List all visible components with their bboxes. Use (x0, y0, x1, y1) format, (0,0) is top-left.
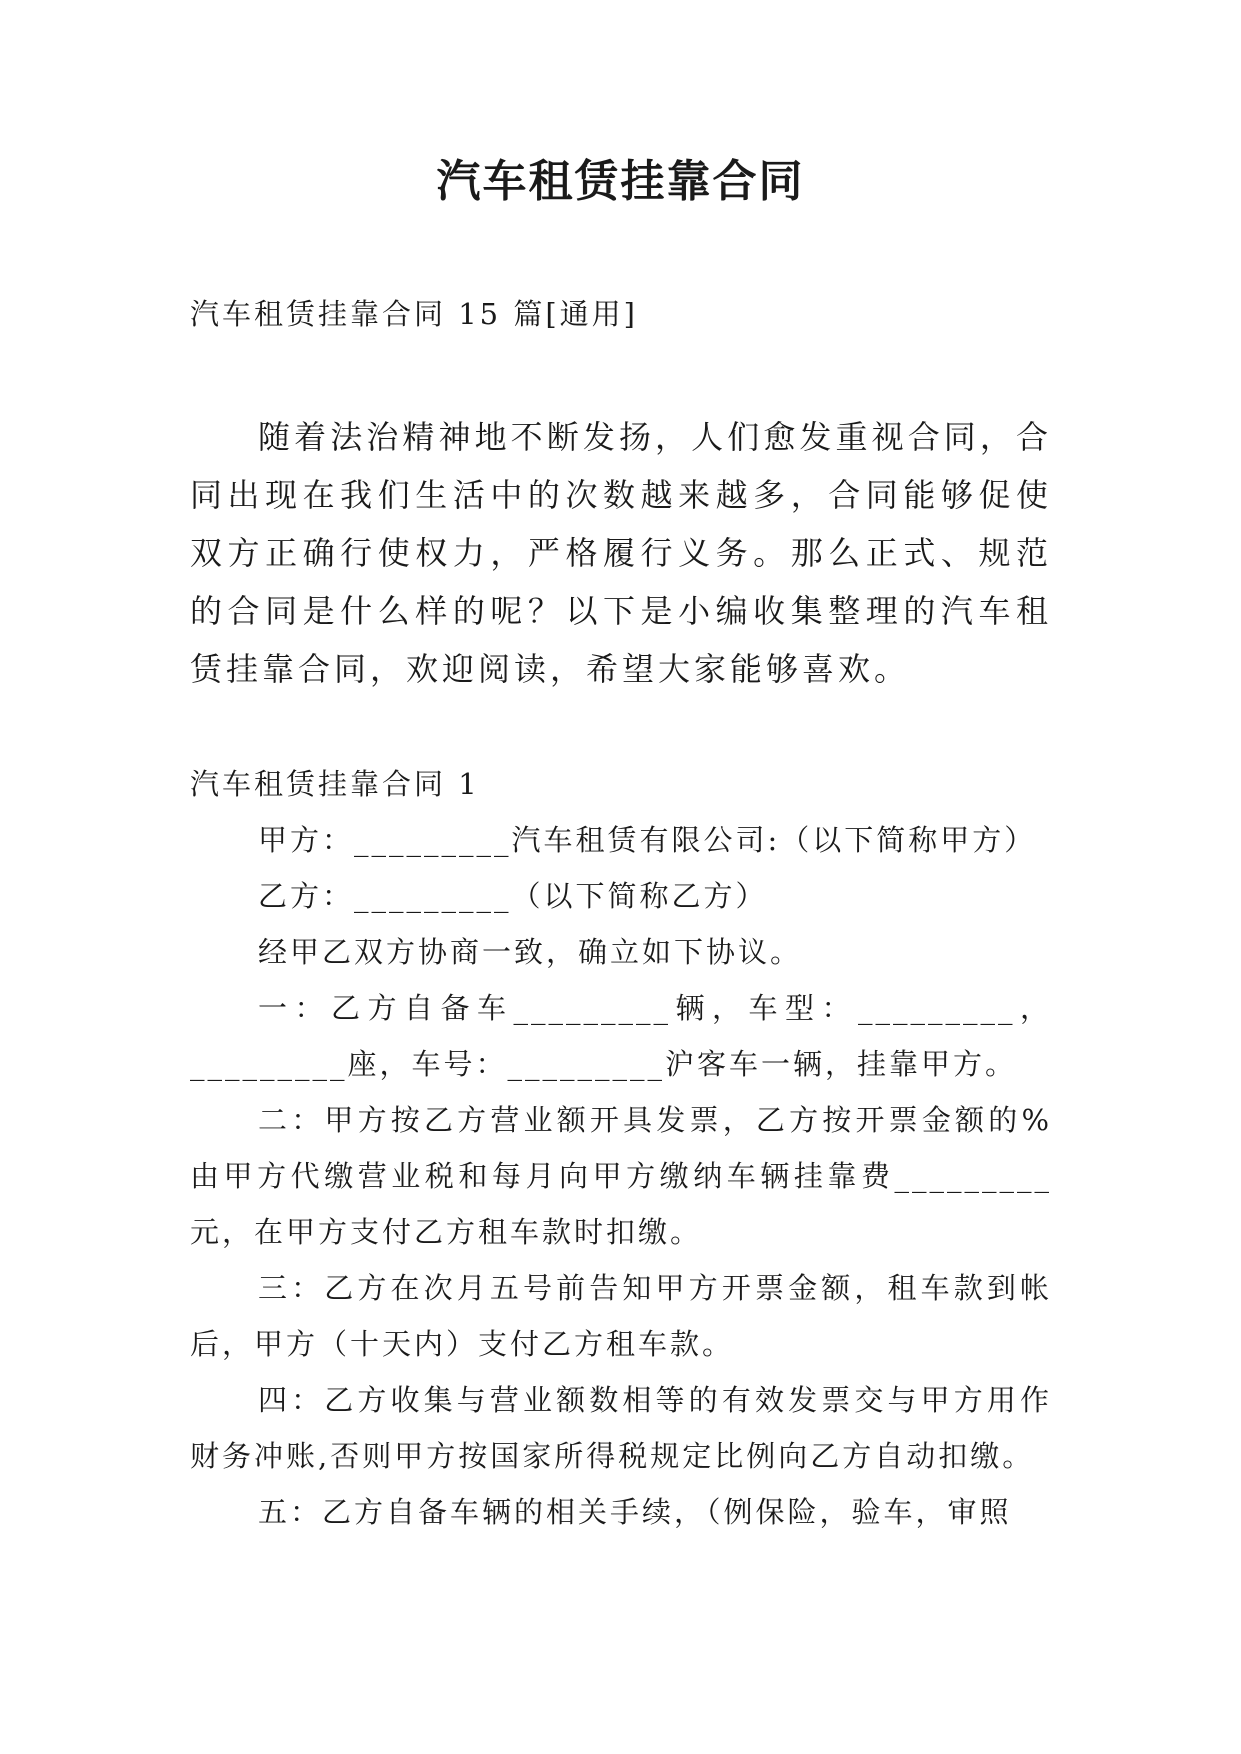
party-b-line: 乙方：_________（以下简称乙方） (258, 879, 768, 913)
contract-body (190, 812, 1052, 1540)
clause-1: 一：乙方自备车_________辆，车型：_________，_________座，车号：_________沪客车一辆，挂靠甲方。 (190, 991, 1052, 1081)
document-title: 汽车租赁挂靠合同 (436, 156, 805, 207)
section-heading: 汽车租赁挂靠合同 1 (190, 767, 480, 801)
clause-5: 五：乙方自备车辆的相关手续，（例保险，验车，审照 (258, 1495, 1012, 1529)
agreement-line: 经甲乙双方协商一致，确立如下协议。 (258, 935, 803, 969)
clause-3: 三：乙方在次月五号前告知甲方开票金额，租车款到帐后，甲方（十天内）支付乙方租车款。 (190, 1271, 1052, 1361)
party-a-line: 甲方：_________汽车租赁有限公司:（以下简称甲方） (258, 823, 1037, 857)
intro-paragraph: 随着法治精神地不断发扬，人们愈发重视合同，合同出现在我们生活中的次数越来越多，合同能够促使双方正确行使权力，严格履行义务。那么正式、规范的合同是什么样的呢？以下是小编收集整理的汽车租赁挂靠合同，欢迎阅读，希望大家能够喜欢。 (190, 418, 1052, 688)
document-subtitle: 汽车租赁挂靠合同 15 篇[通用] (190, 297, 638, 331)
clause-4: 四：乙方收集与营业额数相等的有效发票交与甲方用作财务冲账,否则甲方按国家所得税规定比例向乙方自动扣缴。 (190, 1383, 1052, 1473)
clause-2: 二：甲方按乙方营业额开具发票，乙方按开票金额的%由甲方代缴营业税和每月向甲方缴纳车辆挂靠费_________元，在甲方支付乙方租车款时扣缴。 (190, 1103, 1052, 1249)
